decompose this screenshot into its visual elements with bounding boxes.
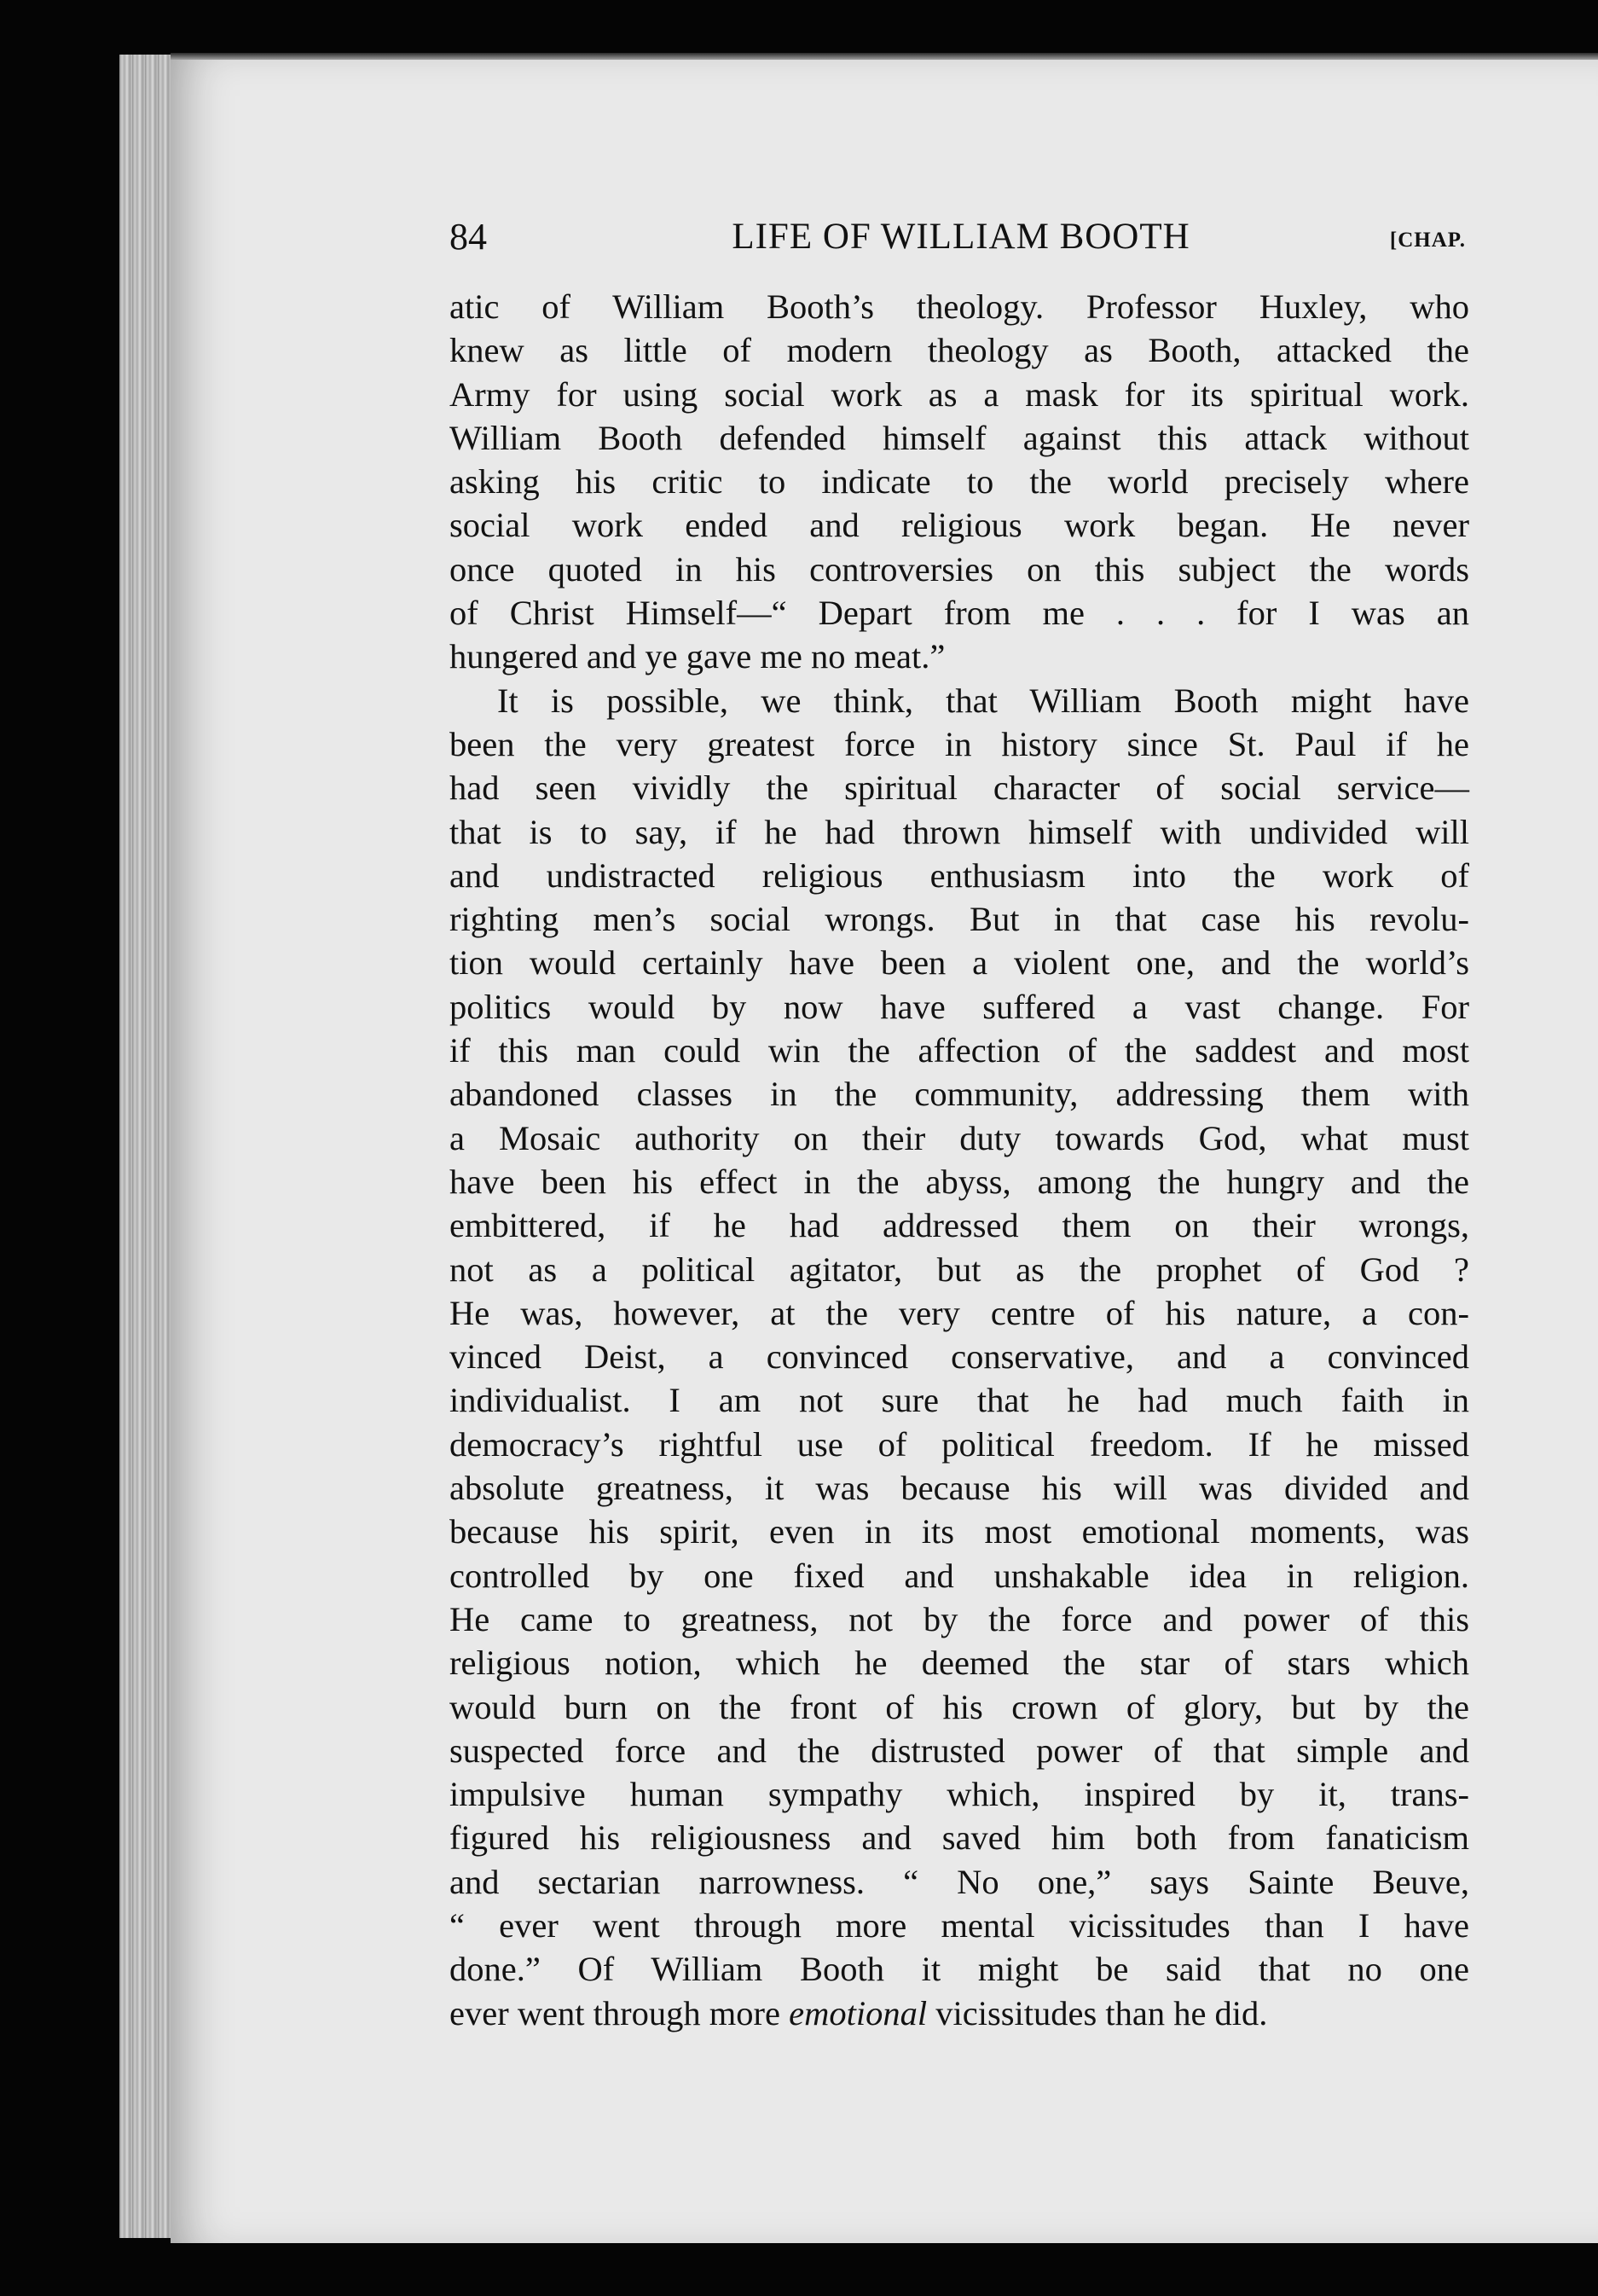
- text-line: would burn on the front of his crown of glory, but by the: [449, 1687, 1469, 1726]
- text-line: “ ever went through more mental vicissitudes than I have: [449, 1905, 1469, 1945]
- text-line: politics would by now have suffered a vast change. For: [449, 987, 1469, 1026]
- emphasized-word: emotional: [789, 1993, 928, 2032]
- text-line: figured his religiousness and saved him both from fanaticism: [449, 1818, 1469, 1858]
- text-line: asking his critic to indicate to the world precisely where: [449, 462, 1469, 502]
- final-line-end: vicissitudes than he did.: [927, 1993, 1268, 2032]
- text-line: He was, however, at the very centre of his nature, a con-: [449, 1293, 1469, 1332]
- text-line: done.” Of William Booth it might be said that no one: [449, 1950, 1469, 1989]
- text-line: tion would certainly have been a violent one, and the world’s: [449, 943, 1469, 983]
- text-line: have been his effect in the abyss, among the hungry and the: [449, 1162, 1469, 1201]
- text-line: religious notion, which he deemed the star of stars which: [449, 1644, 1469, 1683]
- final-line-start: ever went through more: [449, 1993, 790, 2032]
- text-line: democracy’s rightful use of political freedom. If he missed: [449, 1424, 1469, 1464]
- text-line: that is to say, if he had thrown himself with undivided will: [449, 812, 1469, 851]
- text-line: impulsive human sympathy which, inspired by it, trans-: [449, 1775, 1469, 1814]
- text-line: He came to greatness, not by the force and power of this: [449, 1599, 1469, 1638]
- text-line: righting men’s social wrongs. But in that case his revolu-: [449, 900, 1469, 939]
- text-line: because his spirit, even in its most emotional moments, was: [449, 1512, 1469, 1551]
- text-line: individualist. I am not sure that he had much faith in: [449, 1381, 1469, 1420]
- final-text-line: [449, 1992, 1469, 2035]
- text-line: knew as little of modern theology as Booth, attacked the: [449, 331, 1469, 370]
- body-text: [449, 285, 1469, 2035]
- text-line: social work ended and religious work began. He never: [449, 506, 1469, 545]
- chapter-mark: [CHAP.: [1389, 229, 1466, 252]
- text-line: William Booth defended himself against this attack without: [449, 418, 1469, 457]
- text-line: embittered, if he had addressed them on their wrongs,: [449, 1206, 1469, 1245]
- text-line: controlled by one fixed and unshakable idea in religion.: [449, 1556, 1469, 1595]
- text-line: Army for using social work as a mask for its spiritual work.: [449, 374, 1469, 414]
- text-line: once quoted in his controversies on this subject the words: [449, 549, 1469, 588]
- paragraph-end-line: hungered and ye gave me no meat.”: [449, 637, 946, 676]
- running-head: [449, 212, 1473, 263]
- text-line: absolute greatness, it was because his will was divided and: [449, 1469, 1469, 1508]
- text-line: if this man could win the affection of the saddest and most: [449, 1031, 1469, 1070]
- text-line: suspected force and the distrusted power of that simple and: [449, 1731, 1469, 1770]
- text-line: not as a political agitator, but as the prophet of God ?: [449, 1249, 1469, 1289]
- paragraph-first-line: It is possible, we think, that William Booth might have: [497, 681, 1469, 720]
- text-line: and sectarian narrowness. “ No one,” says Sainte Beuve,: [449, 1862, 1469, 1901]
- text-line: and undistracted religious enthusiasm into the work of: [449, 855, 1469, 895]
- page-number: 84: [449, 216, 487, 258]
- text-line: atic of William Booth’s theology. Professor Huxley, who: [449, 287, 1469, 326]
- text-line: abandoned classes in the community, addressing them with: [449, 1075, 1469, 1114]
- text-line: vinced Deist, a convinced conservative, and a convinced: [449, 1337, 1469, 1377]
- text-line: had seen vividly the spiritual character of social service—: [449, 768, 1469, 808]
- text-line: of Christ Himself—“ Depart from me . . . for I was an: [449, 594, 1469, 633]
- text-line: a Mosaic authority on their duty towards God, what must: [449, 1118, 1469, 1157]
- text-line: been the very greatest force in history since St. Paul if he: [449, 724, 1469, 763]
- running-title: LIFE OF WILLIAM BOOTH: [732, 217, 1190, 257]
